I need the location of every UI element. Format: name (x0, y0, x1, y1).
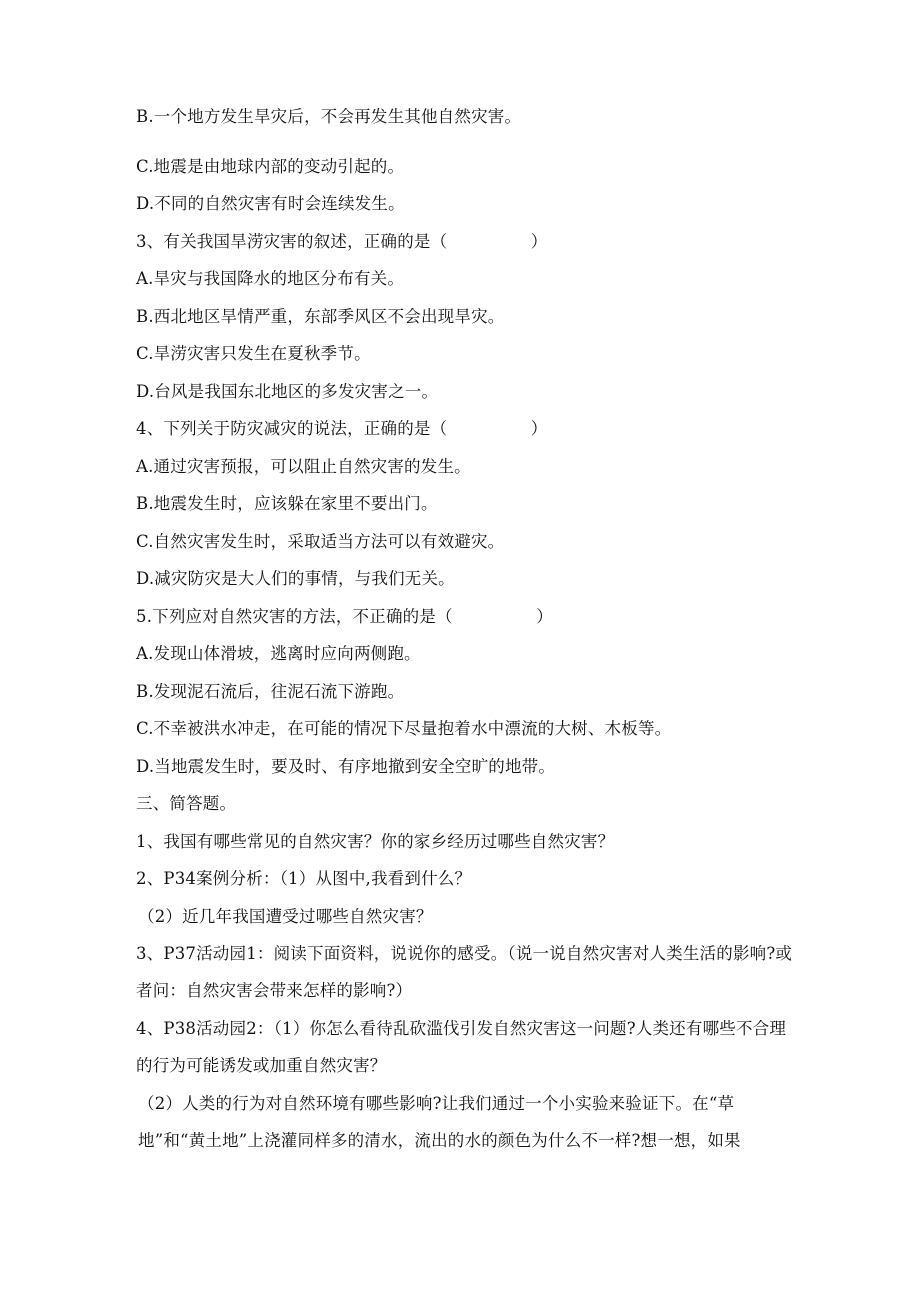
q3-option-b: B.西北地区旱情严重，东部季风区不会出现旱灾。 (136, 307, 505, 326)
q5-option-a: A.发现山体滑坡，逃离时应向两侧跑。 (136, 644, 421, 663)
q4-option-d: D.减灾防灾是大人们的事情，与我们无关。 (136, 569, 455, 588)
section-heading-short-answer: 三、简答题。 (136, 794, 237, 813)
short-answer-1: 1、我国有哪些常见的自然灾害？你的家乡经历过哪些自然灾害？ (136, 832, 615, 851)
question-5: 5.下列应对自然灾害的方法，不正确的是（ ） (136, 607, 553, 626)
question-3: 3、有关我国旱涝灾害的叙述，正确的是（ ） (136, 232, 548, 251)
q5-option-d: D.当地震发生时，要及时、有序地撤到安全空旷的地带。 (136, 757, 556, 776)
option-c-earthquake: C.地震是由地球内部的变动引起的。 (136, 157, 405, 176)
short-answer-4-part-2: （2）人类的行为对自然环境有哪些影响?让我们通过一个小实验来验证下。在“草地”和“黄土地”上浇灌同样多的清水，流出的水的颜色为什么不一样?想一想，如果 (138, 1094, 741, 1150)
q5-option-c: C.不幸被洪水冲走，在可能的情况下尽量抱着水中漂流的大树、木板等。 (136, 719, 672, 738)
q4-option-a: A.通过灾害预报，可以阻止自然灾害的发生。 (136, 457, 471, 476)
q4-option-c: C.自然灾害发生时，采取适当方法可以有效避灾。 (136, 532, 505, 551)
question-4: 4、下列关于防灾减灾的说法，正确的是（ ） (136, 419, 548, 438)
short-answer-4: 4、P38活动园2：（1）你怎么看待乱砍滥伐引发自然灾害这一问题?人类还有哪些不合理的行为可能诱发或加重自然灾害？ (136, 1019, 787, 1075)
option-d-consecutive: D.不同的自然灾害有时会连续发生。 (136, 194, 405, 213)
option-b-drought: B.一个地方发生旱灾后，不会再发生其他自然灾害。 (136, 107, 522, 126)
short-answer-3: 3、P37活动园1：阅读下面资料，说说你的感受。（说一说自然灾害对人类生活的影响?或者问：自然灾害会带来怎样的影响?） (136, 944, 793, 1000)
short-answer-2-part-2: （2）近几年我国遭受过哪些自然灾害？ (138, 907, 433, 926)
q3-option-a: A.旱灾与我国降水的地区分布有关。 (136, 269, 405, 288)
q5-option-b: B.发现泥石流后，往泥石流下游跑。 (136, 682, 405, 701)
short-answer-2: 2、P34案例分析：（1）从图中,我看到什么？ (136, 869, 472, 888)
q4-option-b: B.地震发生时，应该躲在家里不要出门。 (136, 494, 438, 513)
q3-option-d: D.台风是我国东北地区的多发灾害之一。 (136, 382, 439, 401)
q3-option-c: C.旱涝灾害只发生在夏秋季节。 (136, 344, 371, 363)
